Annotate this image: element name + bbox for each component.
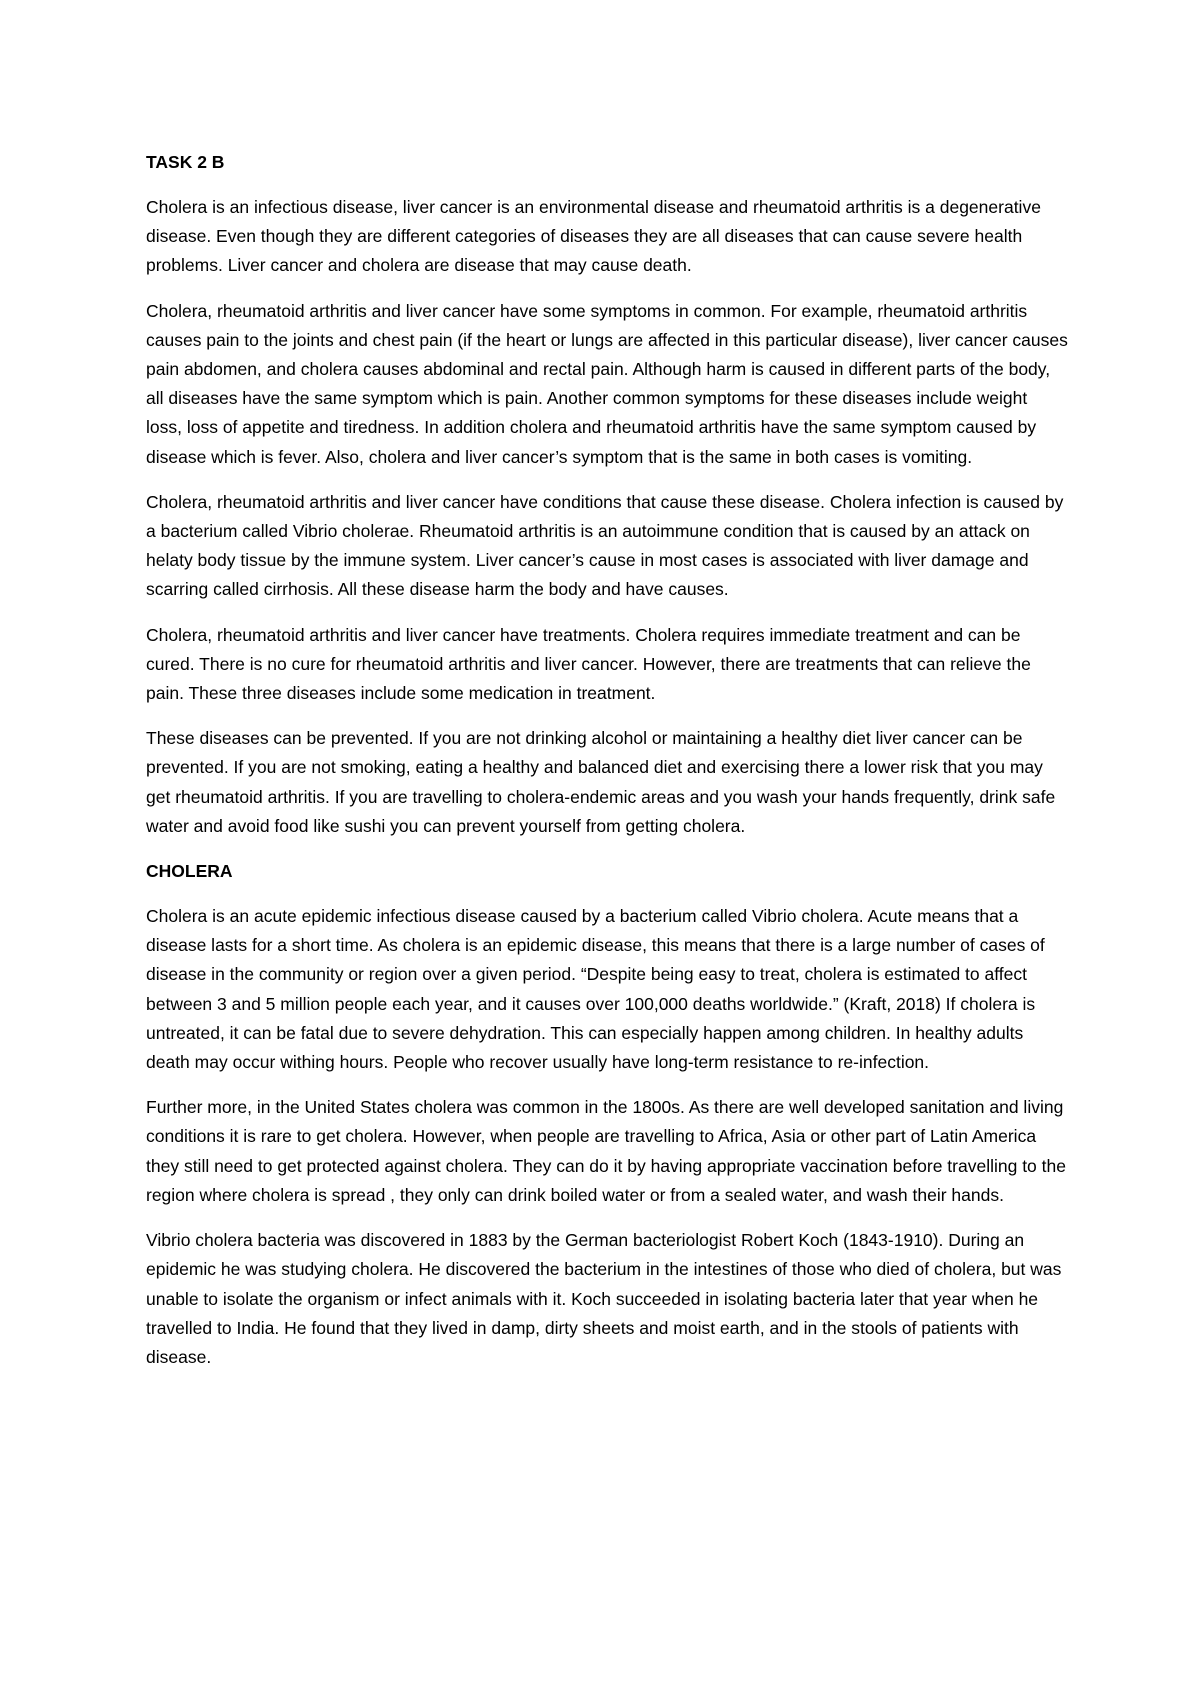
paragraph-symptoms: Cholera, rheumatoid arthritis and liver cancer have some symptoms in common. For example, rheumatoid arthritis causes pain to the joints and chest pain (if the heart or lungs are affected in this particular disease), liver cancer causes pain abdomen, and cholera causes abdominal and rectal pain. Although harm is caused in different parts of the body, all diseases have the same symptom which is pain. Another common symptoms for these diseases include weight loss, loss of appetite and tiredness. In addition cholera and rheumatoid arthritis have the same symptom caused by disease which is fever. Also, cholera and liver cancer’s symptom that is the same in both cases is vomiting. (146, 300, 1068, 467)
paragraph-prevention: These diseases can be prevented. If you are not drinking alcohol or maintaining a healthy diet liver cancer can be prevented. If you are not smoking, eating a healthy and balanced diet and exercising there a lower risk that you may get rheumatoid arthritis. If you are travelling to cholera-endemic areas and you wash your hands frequently, drink safe water and avoid food like sushi you can prevent yourself from getting cholera. (146, 728, 1056, 836)
task-heading: TASK 2 B (146, 152, 225, 172)
cholera-heading: CHOLERA (146, 861, 233, 882)
paragraph-cholera-history: Further more, in the United States cholera was common in the 1800s. As there are well developed sanitation and living conditions it is rare to get cholera. However, when people are travelling to Africa, Asia or other part of Latin America they still need to get protected against cholera. They can do it by having appropriate vaccination before travelling to the region where cholera is spread , they only can drink boiled water or from a sealed water, and wash their hands. (146, 1097, 1066, 1205)
document-page (146, 148, 1068, 1388)
paragraph-cholera-discovery: Vibrio cholera bacteria was discovered in 1883 by the German bacteriologist Robert Koch (1843-1910). During an epidemic he was studying cholera. He discovered the bacterium in the intestines of those who died of cholera, but was unable to isolate the organism or infect animals with it. Koch succeeded in isolating bacteria later that year when he travelled to India. He found that they lived in damp, dirty sheets and moist earth, and in the stools of patients with disease. (146, 1230, 1062, 1367)
paragraph-causes: Cholera, rheumatoid arthritis and liver cancer have conditions that cause these disease. Cholera infection is caused by a bacterium called Vibrio cholerae. Rheumatoid arthritis is an autoimmune condition that is caused by an attack on helaty body tissue by the immune system. Liver cancer’s cause in most cases is associated with liver damage and scarring called cirrhosis. All these disease harm the body and have causes. (146, 491, 1064, 600)
paragraph-cholera-overview: Cholera is an acute epidemic infectious disease caused by a bacterium called Vibrio cholera. Acute means that a disease lasts for a short time. As cholera is an epidemic disease, this means that there is a large number of cases of disease in the community or region over a given period. “Despite being easy to treat, cholera is estimated to affect between 3 and 5 million people each year, and it causes over 100,000 deaths worldwide.” (Kraft, 2018) If cholera is untreated, it can be fatal due to severe dehydration. This can especially happen among children. In healthy adults death may occur withing hours. People who recover usually have long-term resistance to re-infection. (146, 906, 1045, 1073)
paragraph-categories: Cholera is an infectious disease, liver cancer is an environmental disease and rheumatoid arthritis is a degenerative disease. Even though they are different categories of diseases they are all diseases that can cause severe health problems. Liver cancer and cholera are disease that may cause death. (146, 197, 1041, 276)
paragraph-treatments: Cholera, rheumatoid arthritis and liver cancer have treatments. Cholera requires immediate treatment and can be cured. There is no cure for rheumatoid arthritis and liver cancer. However, there are treatments that can relieve the pain. These three diseases include some medication in treatment. (146, 624, 1031, 704)
